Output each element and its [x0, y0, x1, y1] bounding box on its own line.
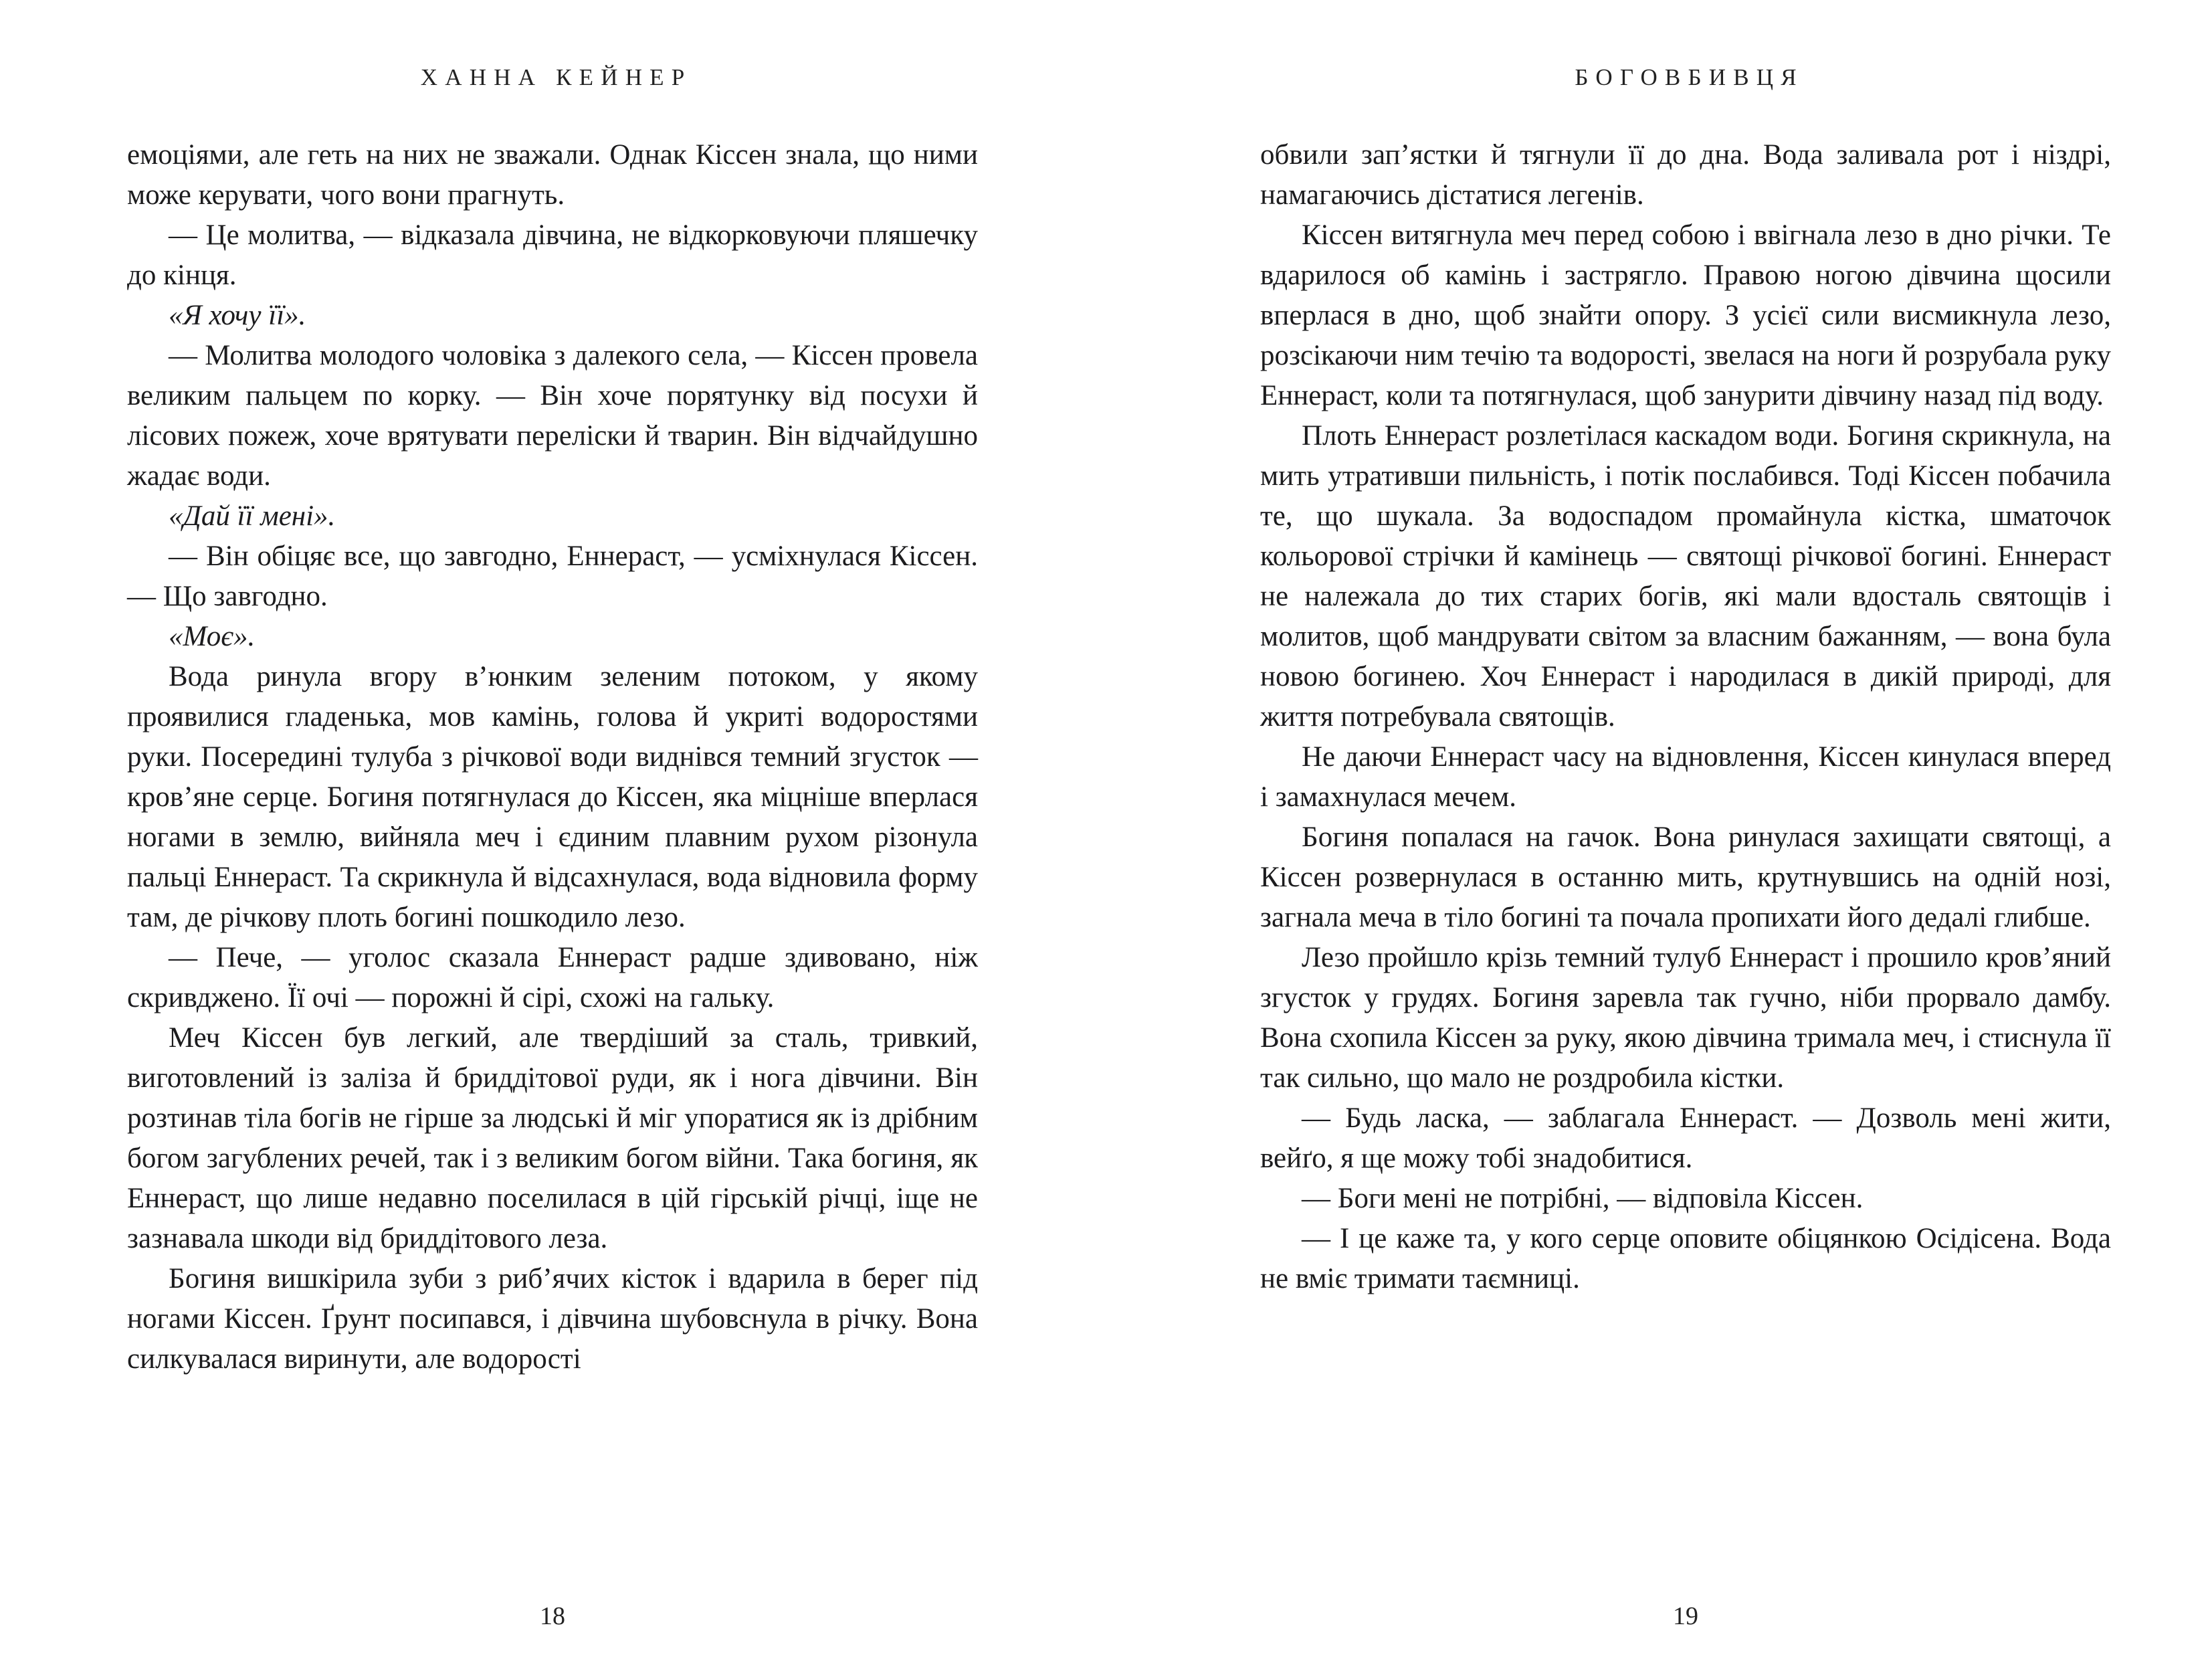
page-number-left: 18	[540, 1602, 565, 1630]
paragraph: — Будь ласка, — заблагала Еннераст. — Дозволь мені жити, вейґо, я ще можу тобі знадобитися.	[1260, 1102, 2111, 1174]
paragraph: обвили зап’ястки й тягнули її до дна. Вода заливала рот і ніздрі, намагаючись дістатися легенів.	[1260, 139, 2111, 211]
paragraph: Меч Кіссен був легкий, але твердіший за сталь, тривкий, виготовлений із заліза й бриддітової руди, як і нога дівчини. Він розтинав тіла богів не гірше за людські й міг упоратися як із дрібним богом загублених речей, так і з великим богом війни. Така богиня, як Еннераст, що лише недавно поселилася в цій гірській річці, іще не зазнавала шкоди від бриддітового леза.	[127, 1022, 978, 1254]
page-left	[127, 0, 978, 1659]
paragraph: «Моє».	[169, 621, 256, 652]
paragraph: Не даючи Еннераст часу на відновлення, Кіссен кинулася вперед і замахнулася мечем.	[1260, 741, 2111, 813]
page-body-left	[127, 135, 978, 1379]
running-header-author: ХАННА КЕЙНЕР	[420, 64, 692, 90]
paragraph: Кіссен витягнула меч перед собою і ввігнала лезо в дно річки. Те вдарилося об камінь і застрягло. Правою ногою дівчина щосили вперлася в дно, щоб знайти опору. З усієї сили висмикнула лезо, розсікаючи ним течію та водорості, звелася на ноги й розрубала руку Еннераст, коли та потягнулася, щоб занурити дівчину назад під воду.	[1260, 219, 2111, 411]
paragraph: — Боги мені не потрібні, — відповіла Кіссен.	[1302, 1183, 1864, 1214]
paragraph: — Молитва молодого чоловіка з далекого села, — Кіссен провела великим пальцем по корку. — Він хоче порятунку від посухи й лісових пожеж, хоче врятувати переліски й тварин. Він відчайдушно жадає води.	[127, 340, 978, 492]
paragraph: — І це каже та, у кого серце оповите обіцянкою Осідісена. Вода не вміє тримати таємниці.	[1260, 1223, 2111, 1294]
page-right	[1260, 0, 2111, 1659]
page-body-right	[1260, 135, 2111, 1299]
page-number-right: 19	[1673, 1602, 1698, 1630]
paragraph: «Дай її мені».	[169, 500, 336, 532]
paragraph: Плоть Еннераст розлетілася каскадом води. Богиня скрикнула, на мить утративши пильність, і потік послабився. Тоді Кіссен побачила те, що шукала. За водоспадом промайнула кістка, шматочок кольорової стрічки й камінець — святощі річкової богині. Еннераст не належала до тих старих богів, які мали вдосталь святощів і молитов, щоб мандрувати світом за власним бажанням, — вона була новою богинею. Хоч Еннераст і народилася в дикій природі, для життя потребувала святощів.	[1260, 420, 2111, 733]
paragraph: Богиня попалася на гачок. Вона ринулася захищати святощі, а Кіссен розвернулася в останню мить, крутнувшись на одній нозі, загнала меча в тіло богині та почала пропихати його дедалі глибше.	[1260, 821, 2111, 933]
paragraph: — Пече, — уголос сказала Еннераст радше здивовано, ніж скривджено. Її очі — порожні й сірі, схожі на гальку.	[127, 942, 978, 1013]
paragraph: — Він обіцяє все, що завгодно, Еннераст, — усміхнулася Кіссен. — Що завгодно.	[127, 541, 978, 612]
paragraph: Богиня вишкірила зуби з риб’ячих кісток і вдарила в берег під ногами Кіссен. Ґрунт посипався, і дівчина шубовснула в річку. Вона силкувалася виринути, але водорості	[127, 1263, 978, 1375]
paragraph: емоціями, але геть на них не зважали. Однак Кіссен знала, що ними може керувати, чого вони прагнуть.	[127, 139, 978, 211]
paragraph: «Я хочу її».	[169, 300, 306, 331]
paragraph: Вода ринула вгору в’юнким зеленим потоком, у якому проявилися гладенька, мов камінь, голова й укриті водоростями руки. Посередині тулуба з річкової води виднівся темний згусток — кров’яне серце. Богиня потягнулася до Кіссен, яка міцніше вперлася ногами в землю, вийняла меч і єдиним плавним рухом різонула пальці Еннераст. Та скрикнула й відсахнулася, вода відновила форму там, де річкову плоть богині пошкодило лезо.	[127, 661, 978, 933]
paragraph: — Це молитва, — відказала дівчина, не відкорковуючи пляшечку до кінця.	[127, 219, 978, 291]
running-header-title: БОГОВБИВЦЯ	[1575, 64, 1804, 90]
paragraph: Лезо пройшло крізь темний тулуб Еннераст і прошило кров’яний згусток у грудях. Богиня заревла так гучно, ніби прорвало дамбу. Вона схопила Кіссен за руку, якою дівчина тримала меч, і стиснула її так сильно, що мало не роздробила кістки.	[1260, 942, 2111, 1094]
